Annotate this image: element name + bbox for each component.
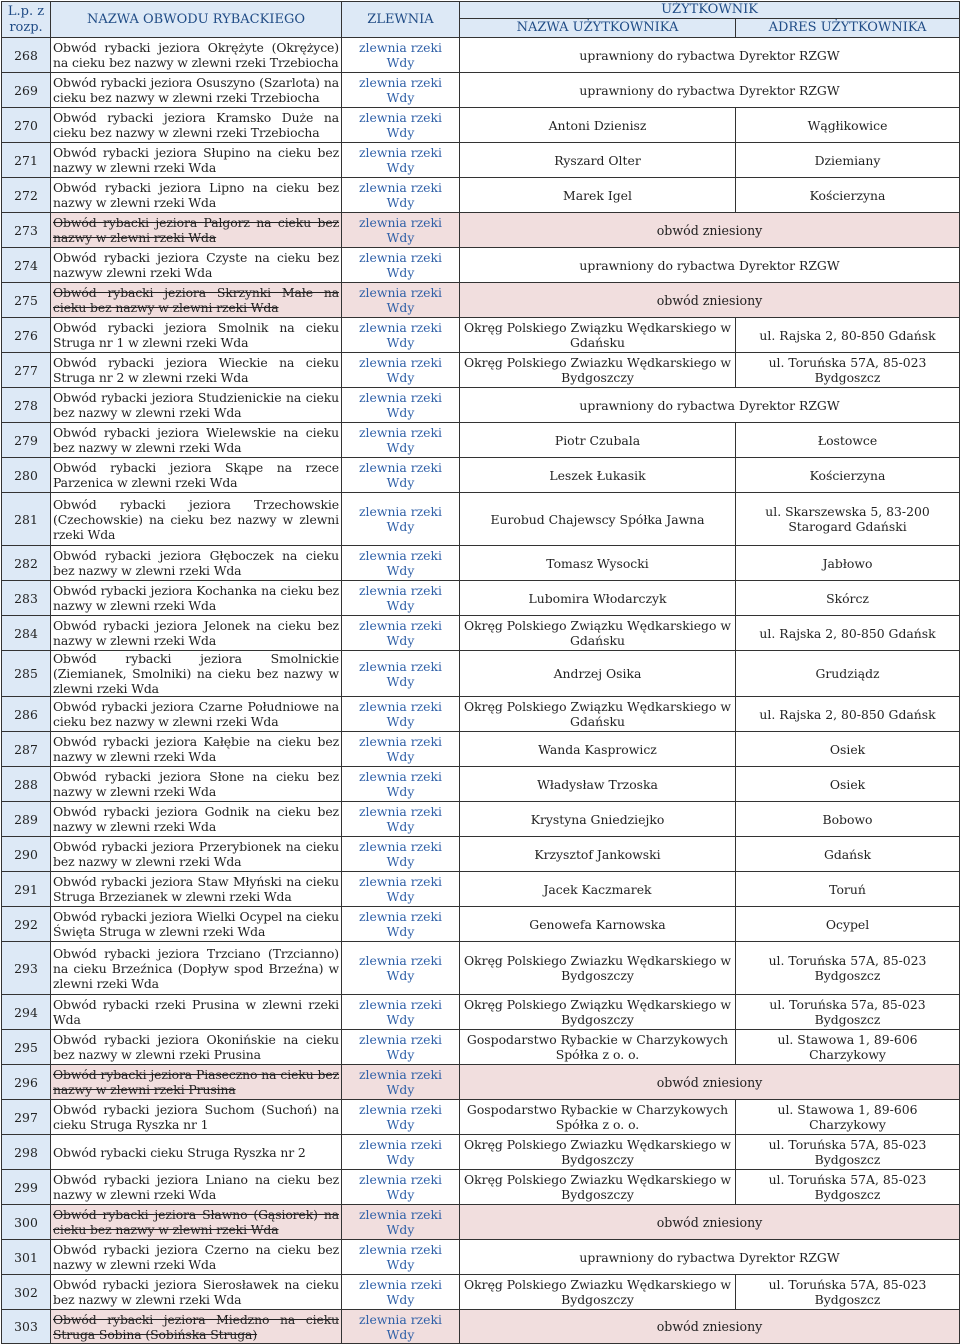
table-row <box>2 802 960 837</box>
district-name: Obwód rybacki jeziora Lniano na cieku bez nazwy w zlewni rzeki Wda <box>51 1170 342 1205</box>
user-address: ul. Rajska 2, 80-850 Gdańsk <box>736 697 960 732</box>
table-row <box>2 1310 960 1344</box>
catchment-cell: zlewnia rzeki Wdy <box>342 1030 460 1065</box>
user-name: Okręg Polskiego Zwiazku Wędkarskiego w Bydgoszczy <box>460 1275 736 1310</box>
user-name: Gospodarstwo Rybackie w Charzykowych Spółka z o. o. <box>460 1100 736 1135</box>
district-name: Obwód rybacki jeziora Studzienickie na cieku bez nazwy w zlewni rzeki Wda <box>51 388 342 423</box>
district-name: Obwód rybacki jeziora Kałębie na cieku bez nazwy w zlewni rzeki Wda <box>51 732 342 767</box>
row-number: 286 <box>2 697 51 732</box>
district-name: Obwód rybacki jeziora Przerybionek na cieku bez nazwy w zlewni rzeki Wda <box>51 837 342 872</box>
district-name: Obwód rybacki jeziora Osuszyno (Szarlota) na cieku bez nazwy w zlewni rzeki Trzebiocha <box>51 73 342 108</box>
catchment-cell: zlewnia rzeki Wdy <box>342 248 460 283</box>
district-removed-note: obwód zniesiony <box>460 1205 960 1240</box>
user-name: Leszek Łukasik <box>460 458 736 493</box>
user-address: Osiek <box>736 767 960 802</box>
district-name: Obwód rybacki jeziora Miedzno na cieku Struga Sobina (Sobińska Struga) <box>51 1310 342 1344</box>
row-number: 272 <box>2 178 51 213</box>
district-name: Obwód rybacki jeziora Słupino na cieku bez nazwy w zlewni rzeki Wda <box>51 143 342 178</box>
user-name: Krystyna Gniedziejko <box>460 802 736 837</box>
district-name: Obwód rybacki jeziora Głęboczek na cieku bez nazwy w zlewni rzeki Wda <box>51 546 342 581</box>
district-name: Obwód rybacki jeziora Trzechowskie (Czechowskie) na cieku bez nazwy w zlewni rzeki Wda <box>51 493 342 546</box>
user-name: Lubomira Włodarczyk <box>460 581 736 616</box>
catchment-cell: zlewnia rzeki Wdy <box>342 493 460 546</box>
district-name: Obwód rybacki jeziora Czyste na cieku bez nazwyw zlewni rzeki Wda <box>51 248 342 283</box>
user-name: Ryszard Olter <box>460 143 736 178</box>
row-number: 288 <box>2 767 51 802</box>
row-number: 284 <box>2 616 51 651</box>
table-row <box>2 1170 960 1205</box>
row-number: 274 <box>2 248 51 283</box>
row-number: 277 <box>2 353 51 388</box>
district-removed-note: obwód zniesiony <box>460 1065 960 1100</box>
catchment-cell: zlewnia rzeki Wdy <box>342 1065 460 1100</box>
catchment-cell: zlewnia rzeki Wdy <box>342 178 460 213</box>
table-row <box>2 353 960 388</box>
catchment-cell: zlewnia rzeki Wdy <box>342 1240 460 1275</box>
fishing-districts-table <box>1 1 960 1344</box>
user-name: Jacek Kaczmarek <box>460 872 736 907</box>
district-name: Obwód rybacki jeziora Okonińskie na cieku bez nazwy w zlewni rzeki Prusina <box>51 1030 342 1065</box>
row-number: 273 <box>2 213 51 248</box>
user-name: Władysław Trzoska <box>460 767 736 802</box>
row-number: 269 <box>2 73 51 108</box>
table-row <box>2 73 960 108</box>
district-name: Obwód rybacki jeziora Piaseczno na cieku bez nazwy w zlewni rzeki Prusina <box>51 1065 342 1100</box>
district-name: Obwód rybacki jeziora Okrężyte (Okrężyce) na cieku bez nazwy w zlewni rzeki Trzebiocha <box>51 38 342 73</box>
user-name-header: NAZWA UŻYTKOWNIKA <box>460 19 736 38</box>
catchment-cell: zlewnia rzeki Wdy <box>342 837 460 872</box>
row-number: 303 <box>2 1310 51 1344</box>
user-name: uprawniony do rybactwa Dyrektor RZGW <box>460 248 960 283</box>
district-name-header: NAZWA OBWODU RYBACKIEGO <box>51 2 342 38</box>
user-address: ul. Stawowa 1, 89-606 Charzykowy <box>736 1030 960 1065</box>
row-number: 296 <box>2 1065 51 1100</box>
user-address: Jabłowo <box>736 546 960 581</box>
user-address: Gdańsk <box>736 837 960 872</box>
row-number: 294 <box>2 995 51 1030</box>
catchment-cell: zlewnia rzeki Wdy <box>342 907 460 942</box>
district-name: Obwód rybacki jeziora Czerno na cieku bez nazwy w zlewni rzeki Wda <box>51 1240 342 1275</box>
district-name: Obwód rybacki jeziora Wielewskie na cieku bez nazwy w zlewni rzeki Wda <box>51 423 342 458</box>
user-address: Kościerzyna <box>736 458 960 493</box>
table-row <box>2 907 960 942</box>
catchment-cell: zlewnia rzeki Wdy <box>342 767 460 802</box>
user-name: Wanda Kasprowicz <box>460 732 736 767</box>
table-row <box>2 493 960 546</box>
row-number: 289 <box>2 802 51 837</box>
district-name: Obwód rybacki jeziora Smolnik na cieku Struga nr 1 w zlewni rzeki Wda <box>51 318 342 353</box>
table-row <box>2 458 960 493</box>
user-address: Grudziądz <box>736 651 960 697</box>
table-row <box>2 767 960 802</box>
user-address: Skórcz <box>736 581 960 616</box>
row-number: 295 <box>2 1030 51 1065</box>
row-number: 276 <box>2 318 51 353</box>
district-name: Obwód rybacki jeziora Palgorz na cieku bez nazwy w zlewni rzeki Wda <box>51 213 342 248</box>
user-address: ul. Toruńska 57A, 85-023 Bydgoszcz <box>736 1170 960 1205</box>
table-row <box>2 697 960 732</box>
district-name: Obwód rybacki jeziora Smolnickie (Ziemianek, Smolniki) na cieku bez nazwy w zlewni rzeki Wda <box>51 651 342 697</box>
catchment-cell: zlewnia rzeki Wdy <box>342 872 460 907</box>
district-name: Obwód rybacki jeziora Trzciano (Trzcianno) na cieku Brzeźnica (Dopływ spod Brzeźna) w zlewni rzeki Wda <box>51 942 342 995</box>
catchment-cell: zlewnia rzeki Wdy <box>342 651 460 697</box>
district-name: Obwód rybacki jeziora Kochanka na cieku bez nazwy w zlewni rzeki Wda <box>51 581 342 616</box>
table-row <box>2 546 960 581</box>
catchment-cell: zlewnia rzeki Wdy <box>342 1170 460 1205</box>
table-row <box>2 1240 960 1275</box>
district-name: Obwód rybacki jeziora Lipno na cieku bez nazwy w zlewni rzeki Wda <box>51 178 342 213</box>
row-number: 290 <box>2 837 51 872</box>
catchment-cell: zlewnia rzeki Wdy <box>342 143 460 178</box>
table-row <box>2 388 960 423</box>
table-row <box>2 995 960 1030</box>
district-removed-note: obwód zniesiony <box>460 213 960 248</box>
row-number: 301 <box>2 1240 51 1275</box>
user-name: Okręg Polskiego Zwiazku Wędkarskiego w Bydgoszczy <box>460 1135 736 1170</box>
user-address: Wągłikowice <box>736 108 960 143</box>
row-number: 270 <box>2 108 51 143</box>
catchment-cell: zlewnia rzeki Wdy <box>342 732 460 767</box>
user-address: Łostowce <box>736 423 960 458</box>
user-address: Ocypel <box>736 907 960 942</box>
district-name: Obwód rybacki jeziora Sławno (Gąsiorek) na cieku bez nazwy w zlewni rzeki Wda <box>51 1205 342 1240</box>
user-name: Andrzej Osika <box>460 651 736 697</box>
catchment-cell: zlewnia rzeki Wdy <box>342 38 460 73</box>
catchment-cell: zlewnia rzeki Wdy <box>342 1205 460 1240</box>
user-address: Toruń <box>736 872 960 907</box>
catchment-cell: zlewnia rzeki Wdy <box>342 616 460 651</box>
table-row <box>2 1135 960 1170</box>
table-row <box>2 283 960 318</box>
table-row <box>2 213 960 248</box>
table-row <box>2 1100 960 1135</box>
district-name: Obwód rybacki jeziora Suchom (Suchoń) na cieku Struga Ryszka nr 1 <box>51 1100 342 1135</box>
catchment-cell: zlewnia rzeki Wdy <box>342 995 460 1030</box>
row-number: 298 <box>2 1135 51 1170</box>
user-name: uprawniony do rybactwa Dyrektor RZGW <box>460 1240 960 1275</box>
row-number: 300 <box>2 1205 51 1240</box>
user-name: Eurobud Chajewscy Spółka Jawna <box>460 493 736 546</box>
table-row <box>2 1205 960 1240</box>
district-removed-note: obwód zniesiony <box>460 1310 960 1344</box>
row-number: 293 <box>2 942 51 995</box>
table-row <box>2 837 960 872</box>
user-address: ul. Skarszewska 5, 83-200 Starogard Gdański <box>736 493 960 546</box>
row-number: 297 <box>2 1100 51 1135</box>
catchment-cell: zlewnia rzeki Wdy <box>342 697 460 732</box>
table-header <box>2 2 960 38</box>
catchment-header: ZLEWNIA <box>342 2 460 38</box>
district-name: Obwód rybacki jeziora Czarne Południowe na cieku bez nazwy w zlewni rzeki Wda <box>51 697 342 732</box>
row-number: 279 <box>2 423 51 458</box>
user-name: uprawniony do rybactwa Dyrektor RZGW <box>460 73 960 108</box>
row-number: 292 <box>2 907 51 942</box>
user-name: Okręg Polskiego Zwiazku Wędkarskiego w Bydgoszczy <box>460 353 736 388</box>
district-name: Obwód rybacki cieku Struga Ryszka nr 2 <box>51 1135 342 1170</box>
user-address: Kościerzyna <box>736 178 960 213</box>
district-removed-note: obwód zniesiony <box>460 283 960 318</box>
user-address-header: ADRES UŻYTKOWNIKA <box>736 19 960 38</box>
user-name: uprawniony do rybactwa Dyrektor RZGW <box>460 38 960 73</box>
user-name: Okręg Polskiego Zwiazku Wędkarskiego w Bydgoszczy <box>460 942 736 995</box>
catchment-cell: zlewnia rzeki Wdy <box>342 942 460 995</box>
row-number: 278 <box>2 388 51 423</box>
catchment-cell: zlewnia rzeki Wdy <box>342 581 460 616</box>
row-number: 302 <box>2 1275 51 1310</box>
row-number: 271 <box>2 143 51 178</box>
catchment-cell: zlewnia rzeki Wdy <box>342 1275 460 1310</box>
row-number: 280 <box>2 458 51 493</box>
catchment-cell: zlewnia rzeki Wdy <box>342 1310 460 1344</box>
row-number: 291 <box>2 872 51 907</box>
table-row <box>2 423 960 458</box>
catchment-cell: zlewnia rzeki Wdy <box>342 318 460 353</box>
user-address: ul. Rajska 2, 80-850 Gdańsk <box>736 616 960 651</box>
row-number: 299 <box>2 1170 51 1205</box>
district-name: Obwód rybacki jeziora Staw Młyński na cieku Struga Brzezianek w zlewni rzeki Wda <box>51 872 342 907</box>
catchment-cell: zlewnia rzeki Wdy <box>342 1135 460 1170</box>
user-address: ul. Stawowa 1, 89-606 Charzykowy <box>736 1100 960 1135</box>
lp-header: L.p. z rozp. <box>2 2 51 38</box>
catchment-cell: zlewnia rzeki Wdy <box>342 458 460 493</box>
table-body <box>2 38 960 1344</box>
row-number: 281 <box>2 493 51 546</box>
catchment-cell: zlewnia rzeki Wdy <box>342 73 460 108</box>
district-name: Obwód rybacki jeziora Skrzynki Małe na cieku bez nazwy w zlewni rzeki Wda <box>51 283 342 318</box>
table-row <box>2 1275 960 1310</box>
table-row <box>2 1030 960 1065</box>
user-name: Gospodarstwo Rybackie w Charzykowych Spółka z o. o. <box>460 1030 736 1065</box>
table-row <box>2 108 960 143</box>
catchment-cell: zlewnia rzeki Wdy <box>342 1100 460 1135</box>
district-name: Obwód rybacki jeziora Wielki Ocypel na cieku Święta Struga w zlewni rzeki Wda <box>51 907 342 942</box>
row-number: 287 <box>2 732 51 767</box>
row-number: 282 <box>2 546 51 581</box>
table-row <box>2 581 960 616</box>
user-name: Piotr Czubala <box>460 423 736 458</box>
user-name: Marek Igel <box>460 178 736 213</box>
table-row <box>2 872 960 907</box>
table-row <box>2 143 960 178</box>
catchment-cell: zlewnia rzeki Wdy <box>342 213 460 248</box>
user-name: Genowefa Karnowska <box>460 907 736 942</box>
catchment-cell: zlewnia rzeki Wdy <box>342 388 460 423</box>
user-name: Okręg Polskiego Związku Wędkarskiego w Gdańsku <box>460 616 736 651</box>
district-name: Obwód rybacki jeziora Słone na cieku bez nazwy w zlewni rzeki Wda <box>51 767 342 802</box>
user-address: ul. Toruńska 57A, 85-023 Bydgoszcz <box>736 1275 960 1310</box>
row-number: 275 <box>2 283 51 318</box>
user-name: Okręg Polskiego Związku Wędkarskiego w Gdańsku <box>460 697 736 732</box>
catchment-cell: zlewnia rzeki Wdy <box>342 546 460 581</box>
user-name: uprawniony do rybactwa Dyrektor RZGW <box>460 388 960 423</box>
user-name: Okręg Polskiego Związku Wędkarskiego w Gdańsku <box>460 318 736 353</box>
catchment-cell: zlewnia rzeki Wdy <box>342 353 460 388</box>
district-name: Obwód rybacki jeziora Skąpe na rzece Parzenica w zlewni rzeki Wda <box>51 458 342 493</box>
district-name: Obwód rybacki jeziora Kramsko Duże na cieku bez nazwy w zlewni rzeki Trzebiocha <box>51 108 342 143</box>
table-row <box>2 38 960 73</box>
catchment-cell: zlewnia rzeki Wdy <box>342 108 460 143</box>
table-row <box>2 1065 960 1100</box>
user-name: Okręg Polskiego Związku Wędkarskiego w Bydgoszczy <box>460 995 736 1030</box>
user-address: ul. Toruńska 57A, 85-023 Bydgoszcz <box>736 1135 960 1170</box>
user-address: ul. Toruńska 57A, 85-023 Bydgoszcz <box>736 353 960 388</box>
district-name: Obwód rybacki jeziora Sierosławek na cieku bez nazwy w zlewni rzeki Wda <box>51 1275 342 1310</box>
district-name: Obwód rybacki jeziora Jelonek na cieku bez nazwy w zlewni rzeki Wda <box>51 616 342 651</box>
district-name: Obwód rybacki jeziora Wieckie na cieku Struga nr 2 w zlewni rzeki Wda <box>51 353 342 388</box>
user-address: Osiek <box>736 732 960 767</box>
catchment-cell: zlewnia rzeki Wdy <box>342 283 460 318</box>
user-name: Antoni Dzienisz <box>460 108 736 143</box>
table-row <box>2 651 960 697</box>
user-name: Tomasz Wysocki <box>460 546 736 581</box>
user-header: UŻYTKOWNIK <box>460 2 960 19</box>
row-number: 283 <box>2 581 51 616</box>
user-name: Okręg Polskiego Zwiazku Wędkarskiego w Bydgoszczy <box>460 1170 736 1205</box>
table-row <box>2 178 960 213</box>
district-name: Obwód rybacki jeziora Godnik na cieku bez nazwy w zlewni rzeki Wda <box>51 802 342 837</box>
user-name: Krzysztof Jankowski <box>460 837 736 872</box>
district-name: Obwód rybacki rzeki Prusina w zlewni rzeki Wda <box>51 995 342 1030</box>
user-address: ul. Rajska 2, 80-850 Gdańsk <box>736 318 960 353</box>
user-address: ul. Toruńska 57A, 85-023 Bydgoszcz <box>736 942 960 995</box>
catchment-cell: zlewnia rzeki Wdy <box>342 423 460 458</box>
table-row <box>2 248 960 283</box>
row-number: 285 <box>2 651 51 697</box>
user-address: Dziemiany <box>736 143 960 178</box>
row-number: 268 <box>2 38 51 73</box>
user-address: Bobowo <box>736 802 960 837</box>
catchment-cell: zlewnia rzeki Wdy <box>342 802 460 837</box>
table-row <box>2 942 960 995</box>
table-row <box>2 318 960 353</box>
table-row <box>2 732 960 767</box>
user-address: ul. Toruńska 57a, 85-023 Bydgoszcz <box>736 995 960 1030</box>
table-row <box>2 616 960 651</box>
